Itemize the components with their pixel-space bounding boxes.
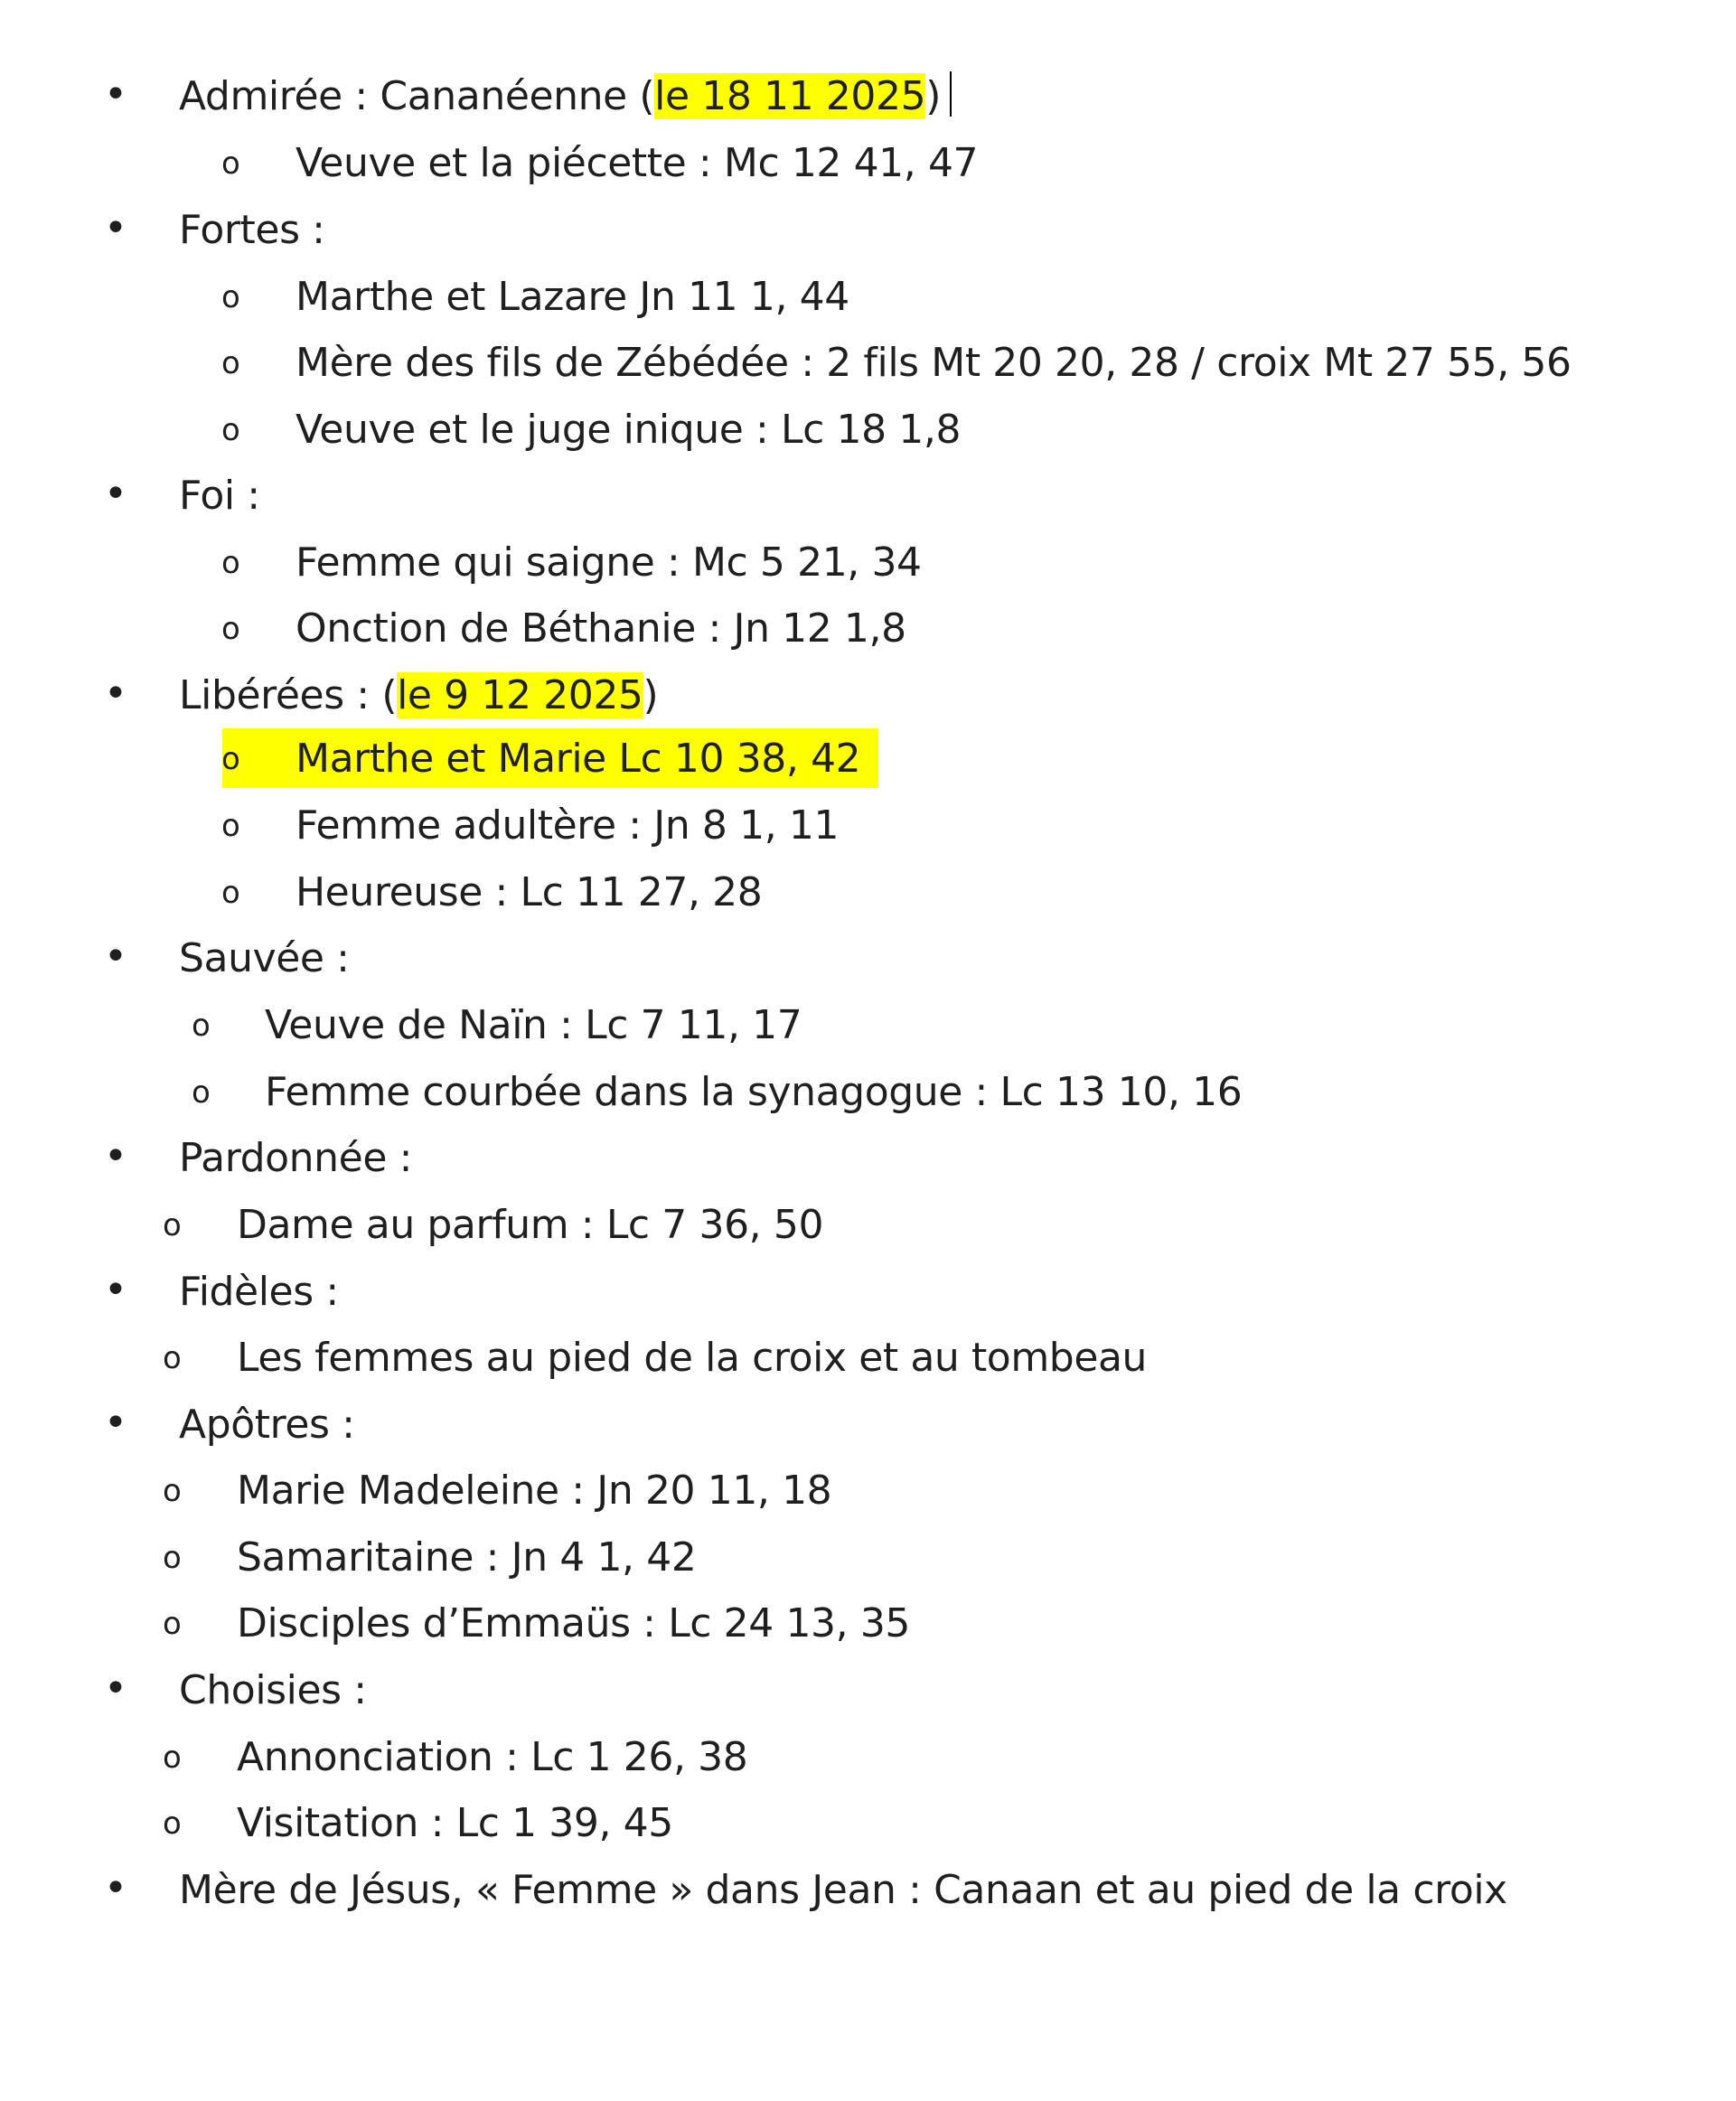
- sub-bullet-marker: o: [192, 1074, 211, 1111]
- list-item-text: Fortes :: [179, 207, 325, 253]
- bullet-marker: •: [104, 1133, 127, 1179]
- list-item-text: Fidèles :: [179, 1269, 339, 1315]
- list-item-text-post: ): [925, 73, 941, 119]
- sub-bullet-marker: o: [221, 345, 240, 381]
- sub-list-item-text: Mère des fils de Zébédée : 2 fils Mt 20 20, 28 / croix Mt 27 55, 56: [296, 340, 1572, 386]
- text-cursor: [950, 71, 952, 117]
- sub-bullet-marker: o: [221, 412, 240, 448]
- sub-list-item-text: Marthe et Marie Lc 10 38, 42: [296, 736, 861, 782]
- sub-bullet-marker: o: [221, 545, 240, 581]
- sub-list-item-text: Veuve et la piécette : Mc 12 41, 47: [296, 140, 979, 186]
- sub-list-item-text: Veuve et le juge inique : Lc 18 1,8: [296, 407, 962, 453]
- sub-list-item-text: Les femmes au pied de la croix et au tombeau: [237, 1335, 1148, 1381]
- sub-list-item-text: Annonciation : Lc 1 26, 38: [237, 1734, 748, 1780]
- sub-bullet-marker: o: [163, 1606, 182, 1642]
- sub-bullet-marker: o: [163, 1740, 182, 1776]
- list-item-text: Choisies :: [179, 1667, 367, 1713]
- bullet-marker: •: [104, 671, 127, 717]
- bullet-marker: •: [104, 1400, 127, 1446]
- highlighted-date: le 9 12 2025: [397, 672, 643, 718]
- bullet-marker: •: [104, 1865, 127, 1911]
- sub-bullet-marker: o: [192, 1008, 211, 1044]
- bullet-marker: •: [104, 471, 127, 517]
- sub-bullet-marker: o: [163, 1806, 182, 1842]
- sub-list-item-text: Disciples d’Emmaüs : Lc 24 13, 35: [237, 1600, 911, 1646]
- sub-bullet-marker: o: [163, 1207, 182, 1243]
- sub-list-item-text: Visitation : Lc 1 39, 45: [237, 1800, 673, 1846]
- sub-list-item-text: Dame au parfum : Lc 7 36, 50: [237, 1202, 824, 1248]
- list-item-text: Pardonnée :: [179, 1135, 413, 1181]
- list-item-text: Sauvée :: [179, 935, 350, 981]
- sub-bullet-marker: o: [163, 1540, 182, 1576]
- sub-bullet-marker: o: [221, 875, 240, 911]
- bullet-marker: •: [104, 1267, 127, 1313]
- sub-list-item-text: Samaritaine : Jn 4 1, 42: [237, 1534, 697, 1580]
- highlighted-date: le 18 11 2025: [654, 73, 926, 119]
- bullet-marker: •: [104, 933, 127, 980]
- sub-bullet-marker: o: [163, 1473, 182, 1509]
- list-item-text: Mère de Jésus, « Femme » dans Jean : Canaan et au pied de la croix: [179, 1867, 1507, 1913]
- sub-bullet-marker: o: [221, 145, 240, 182]
- sub-bullet-marker: o: [221, 808, 240, 844]
- sub-list-item-text: Marthe et Lazare Jn 11 1, 44: [296, 274, 849, 320]
- list-item-text-post: ): [643, 672, 659, 718]
- sub-list-item-text: Marie Madeleine : Jn 20 11, 18: [237, 1468, 832, 1514]
- sub-bullet-marker: o: [221, 741, 240, 777]
- sub-bullet-marker: o: [163, 1340, 182, 1376]
- sub-bullet-marker: o: [221, 611, 240, 647]
- sub-list-item-text: Veuve de Naïn : Lc 7 11, 17: [265, 1002, 802, 1048]
- sub-bullet-marker: o: [221, 279, 240, 315]
- sub-list-item-text: Onction de Béthanie : Jn 12 1,8: [296, 605, 906, 652]
- list-item-text-pre: Admirée : Cananéenne (: [179, 73, 655, 119]
- bullet-marker: •: [104, 71, 127, 117]
- sub-list-item-text: Femme adultère : Jn 8 1, 11: [296, 802, 840, 849]
- sub-list-item-text: Femme qui saigne : Mc 5 21, 34: [296, 539, 922, 586]
- bullet-marker: •: [104, 1665, 127, 1712]
- list-item-text: [179, 63, 952, 130]
- list-item-text: [179, 662, 658, 729]
- bullet-marker: •: [104, 205, 127, 251]
- sub-list-item-text: Femme courbée dans la synagogue : Lc 13 10, 16: [265, 1069, 1243, 1115]
- list-item-text-pre: Libérées : (: [179, 672, 398, 718]
- list-item-text: Apôtres :: [179, 1402, 355, 1448]
- list-item-text: Foi :: [179, 473, 260, 519]
- sub-list-item-text: Heureuse : Lc 11 27, 28: [296, 869, 763, 915]
